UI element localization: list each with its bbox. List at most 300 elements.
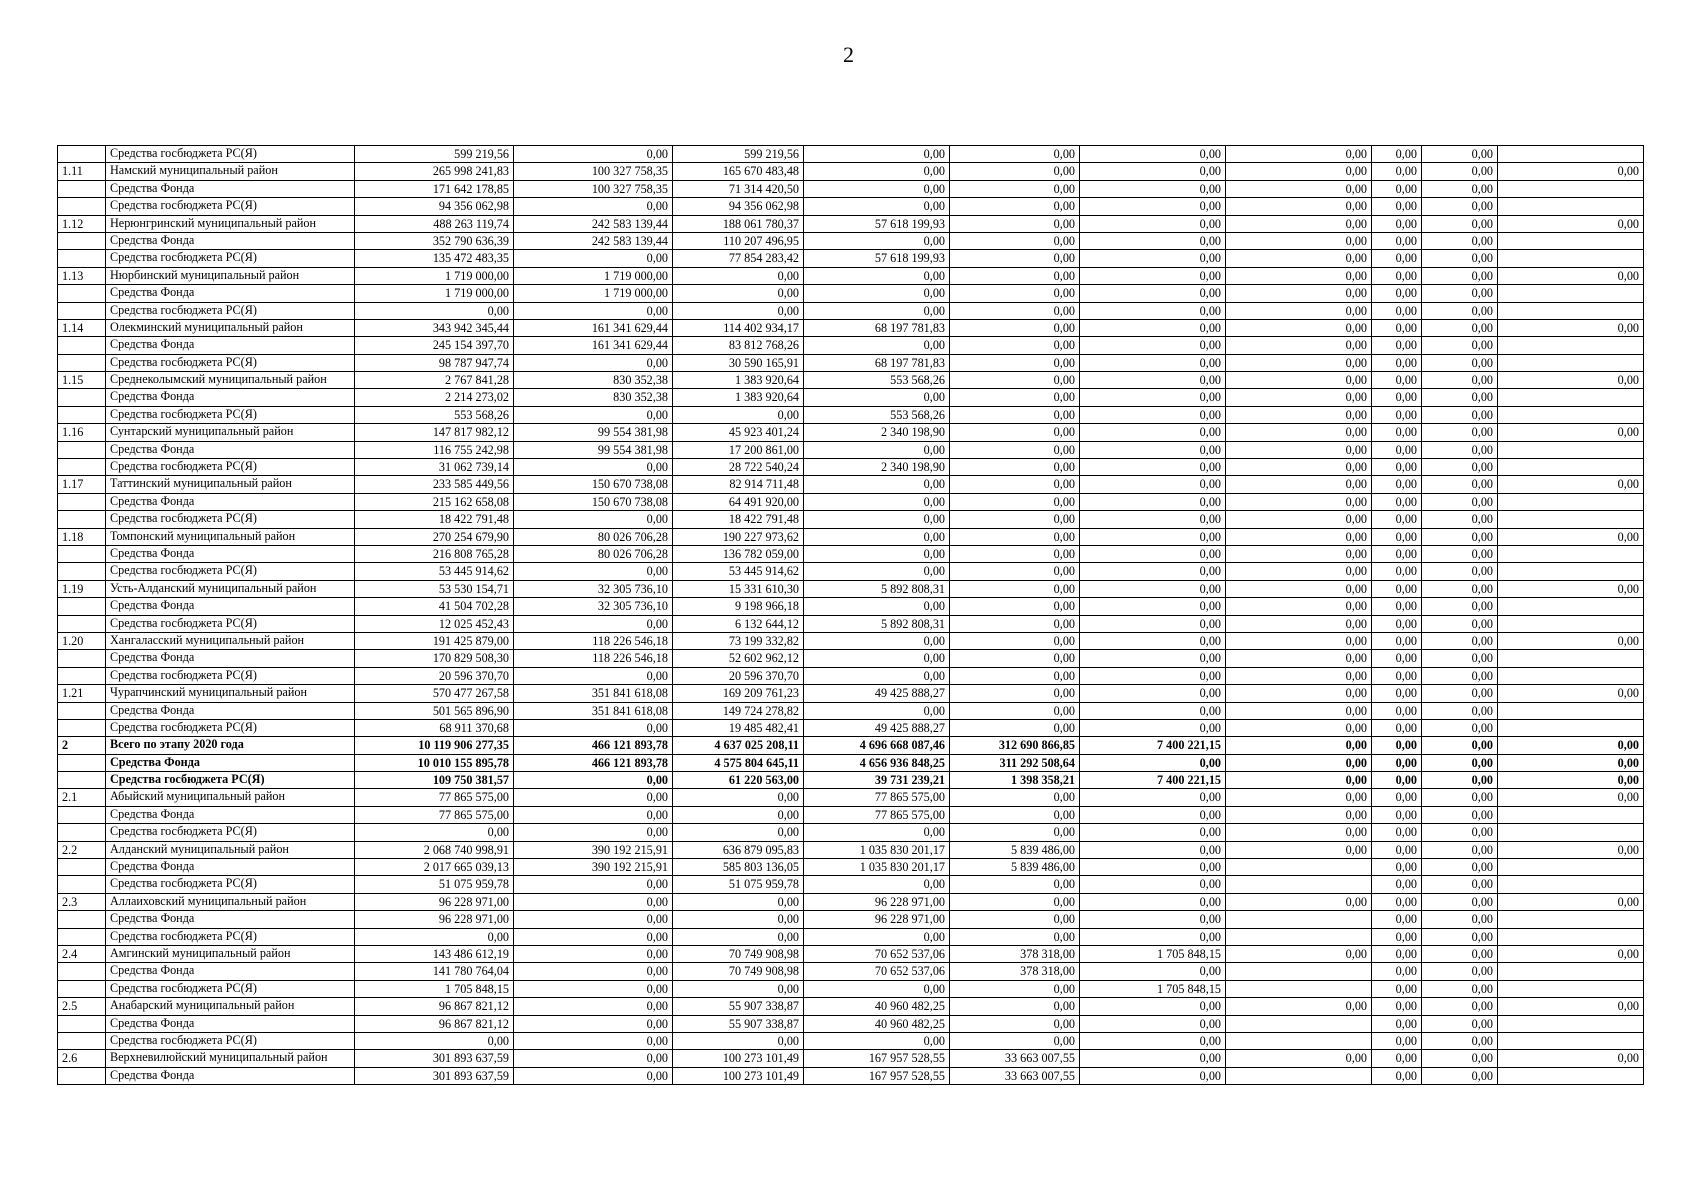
value-cell: 0,00 [1422,911,1498,928]
value-cell: 0,00 [1422,789,1498,806]
value-cell: 5 892 808,31 [804,615,950,632]
value-cell: 215 162 658,08 [355,493,514,510]
value-cell: 1 383 920,64 [673,389,804,406]
value-cell: 80 026 706,28 [514,545,673,562]
row-number-cell [58,824,106,841]
value-cell: 0,00 [1372,789,1422,806]
value-cell: 0,00 [1080,893,1226,910]
value-cell: 0,00 [1372,893,1422,910]
row-number-cell: 1.21 [58,685,106,702]
value-cell: 0,00 [1422,424,1498,441]
table-row [58,545,1644,562]
table-row [58,493,1644,510]
row-number-cell: 1.11 [58,163,106,180]
row-number-cell: 1.20 [58,632,106,649]
value-cell: 94 356 062,98 [673,198,804,215]
value-cell: 0,00 [950,789,1080,806]
value-cell: 0,00 [950,198,1080,215]
value-cell: 0,00 [804,198,950,215]
value-cell: 51 075 959,78 [355,876,514,893]
value-cell: 0,00 [950,511,1080,528]
row-number-cell [58,667,106,684]
value-cell: 5 839 486,00 [950,841,1080,858]
value-cell [1498,180,1644,197]
row-number-cell [58,511,106,528]
value-cell: 0,00 [1422,1015,1498,1032]
value-cell: 0,00 [514,198,673,215]
value-cell: 0,00 [1372,146,1422,163]
value-cell: 0,00 [1422,702,1498,719]
value-cell: 378 318,00 [950,963,1080,980]
value-cell: 70 652 537,06 [804,945,950,962]
value-cell: 0,00 [1498,754,1644,771]
value-cell: 32 305 736,10 [514,598,673,615]
row-number-cell [58,772,106,789]
value-cell: 351 841 618,08 [514,702,673,719]
value-cell: 0,00 [1422,163,1498,180]
value-cell: 19 485 482,41 [673,719,804,736]
value-cell: 0,00 [1372,719,1422,736]
value-cell: 1 705 848,15 [355,980,514,997]
value-cell: 68 911 370,68 [355,719,514,736]
value-cell: 0,00 [1080,650,1226,667]
value-cell: 0,00 [1372,302,1422,319]
value-cell: 77 865 575,00 [804,789,950,806]
value-cell: 0,00 [1422,859,1498,876]
budget-table [57,145,1644,1085]
table-row [58,1067,1644,1084]
value-cell: 0,00 [950,928,1080,945]
value-cell: 0,00 [950,180,1080,197]
value-cell: 0,00 [1226,406,1372,423]
value-cell: 70 749 908,98 [673,945,804,962]
value-cell: 98 787 947,74 [355,354,514,371]
value-cell: 0,00 [1498,267,1644,284]
value-cell: 0,00 [1080,859,1226,876]
value-cell: 0,00 [1226,893,1372,910]
value-cell: 0,00 [514,876,673,893]
row-number-cell: 2.4 [58,945,106,962]
value-cell: 0,00 [950,459,1080,476]
value-cell [1498,963,1644,980]
value-cell: 0,00 [1226,459,1372,476]
value-cell: 10 119 906 277,35 [355,737,514,754]
table-row [58,963,1644,980]
value-cell: 0,00 [1372,232,1422,249]
value-cell: 0,00 [1226,772,1372,789]
value-cell: 0,00 [950,980,1080,997]
row-name-cell: Средства Фонда [106,911,355,928]
row-number-cell: 2 [58,737,106,754]
value-cell: 0,00 [1080,215,1226,232]
table-row [58,1015,1644,1032]
value-cell: 0,00 [1226,511,1372,528]
row-number-cell: 1.12 [58,215,106,232]
value-cell: 0,00 [1226,615,1372,632]
value-cell [1226,963,1372,980]
value-cell: 0,00 [1372,250,1422,267]
value-cell: 0,00 [804,232,950,249]
value-cell: 136 782 059,00 [673,545,804,562]
row-name-cell: Сунтарский муниципальный район [106,424,355,441]
table-row [58,945,1644,962]
value-cell: 0,00 [1372,754,1422,771]
value-cell: 9 198 966,18 [673,598,804,615]
value-cell: 0,00 [1422,598,1498,615]
row-name-cell: Намский муниципальный район [106,163,355,180]
value-cell: 0,00 [950,476,1080,493]
value-cell: 0,00 [1226,354,1372,371]
value-cell: 0,00 [804,389,950,406]
value-cell: 0,00 [1372,215,1422,232]
row-number-cell: 1.14 [58,319,106,336]
value-cell: 0,00 [804,1032,950,1049]
row-name-cell: Чурапчинский муниципальный район [106,685,355,702]
value-cell: 4 656 936 848,25 [804,754,950,771]
value-cell: 0,00 [514,945,673,962]
value-cell: 0,00 [1372,563,1422,580]
table-row [58,441,1644,458]
row-number-cell [58,285,106,302]
value-cell [1226,911,1372,928]
value-cell: 100 327 758,35 [514,180,673,197]
value-cell: 68 197 781,83 [804,354,950,371]
value-cell: 0,00 [1226,146,1372,163]
value-cell: 0,00 [1080,598,1226,615]
value-cell: 0,00 [1372,493,1422,510]
value-cell: 80 026 706,28 [514,528,673,545]
table-row [58,580,1644,597]
value-cell: 18 422 791,48 [673,511,804,528]
table-row [58,876,1644,893]
row-number-cell [58,406,106,423]
table-row [58,911,1644,928]
value-cell: 0,00 [1498,215,1644,232]
value-cell: 0,00 [804,598,950,615]
value-cell: 0,00 [804,180,950,197]
value-cell: 0,00 [514,772,673,789]
table-row [58,424,1644,441]
value-cell: 0,00 [1080,232,1226,249]
value-cell: 0,00 [1422,632,1498,649]
value-cell: 0,00 [514,1015,673,1032]
value-cell: 0,00 [804,267,950,284]
value-cell: 0,00 [1372,1015,1422,1032]
value-cell: 0,00 [1080,302,1226,319]
value-cell: 53 445 914,62 [355,563,514,580]
value-cell: 0,00 [1226,685,1372,702]
value-cell: 0,00 [950,285,1080,302]
value-cell: 0,00 [950,650,1080,667]
value-cell: 0,00 [1372,945,1422,962]
row-name-cell: Анабарский муниципальный район [106,998,355,1015]
value-cell: 0,00 [1226,267,1372,284]
value-cell: 53 445 914,62 [673,563,804,580]
value-cell: 378 318,00 [950,945,1080,962]
table-row [58,667,1644,684]
row-name-cell: Нерюнгринский муниципальный район [106,215,355,232]
row-name-cell: Олекминский муниципальный район [106,319,355,336]
value-cell: 190 227 973,62 [673,528,804,545]
value-cell: 0,00 [514,667,673,684]
value-cell: 0,00 [1498,580,1644,597]
value-cell: 0,00 [1498,1050,1644,1067]
value-cell: 0,00 [1226,998,1372,1015]
row-name-cell: Хангаласский муниципальный район [106,632,355,649]
table-body [58,146,1644,1085]
value-cell: 141 780 764,04 [355,963,514,980]
value-cell: 5 839 486,00 [950,859,1080,876]
value-cell: 5 892 808,31 [804,580,950,597]
value-cell: 1 719 000,00 [355,267,514,284]
value-cell [1226,1032,1372,1049]
value-cell: 0,00 [1226,337,1372,354]
table-row [58,232,1644,249]
row-name-cell: Средства госбюджета РС(Я) [106,302,355,319]
value-cell: 0,00 [804,876,950,893]
value-cell: 0,00 [1422,876,1498,893]
value-cell: 0,00 [1372,911,1422,928]
value-cell: 0,00 [1422,354,1498,371]
value-cell: 0,00 [1422,1032,1498,1049]
value-cell: 0,00 [514,1050,673,1067]
value-cell: 20 596 370,70 [673,667,804,684]
value-cell: 0,00 [1422,737,1498,754]
value-cell: 0,00 [1422,493,1498,510]
value-cell [1498,1032,1644,1049]
value-cell [1498,702,1644,719]
value-cell: 0,00 [1226,250,1372,267]
row-number-cell [58,563,106,580]
row-name-cell: Верхневилюйский муниципальный район [106,1050,355,1067]
row-number-cell [58,598,106,615]
value-cell: 0,00 [1422,232,1498,249]
value-cell: 0,00 [1080,1050,1226,1067]
value-cell: 147 817 982,12 [355,424,514,441]
value-cell: 0,00 [1422,459,1498,476]
value-cell: 0,00 [950,685,1080,702]
value-cell: 0,00 [514,1032,673,1049]
value-cell: 0,00 [804,650,950,667]
value-cell: 83 812 768,26 [673,337,804,354]
value-cell: 0,00 [1226,945,1372,962]
value-cell: 0,00 [1422,772,1498,789]
row-number-cell: 1.18 [58,528,106,545]
row-name-cell: Алданский муниципальный район [106,841,355,858]
value-cell: 0,00 [673,893,804,910]
page-number: 2 [843,42,854,67]
value-cell: 0,00 [1080,1015,1226,1032]
value-cell: 0,00 [1080,824,1226,841]
value-cell: 488 263 119,74 [355,215,514,232]
value-cell [1498,719,1644,736]
table-row [58,476,1644,493]
value-cell: 0,00 [1080,319,1226,336]
value-cell: 0,00 [1498,424,1644,441]
row-number-cell [58,1032,106,1049]
row-number-cell [58,650,106,667]
value-cell: 0,00 [1422,719,1498,736]
value-cell: 0,00 [950,163,1080,180]
value-cell: 352 790 636,39 [355,232,514,249]
value-cell: 0,00 [1080,998,1226,1015]
value-cell [1498,337,1644,354]
value-cell: 0,00 [1498,772,1644,789]
value-cell: 0,00 [1372,650,1422,667]
value-cell: 0,00 [1080,424,1226,441]
value-cell [1498,459,1644,476]
value-cell: 0,00 [1226,198,1372,215]
value-cell: 553 568,26 [804,372,950,389]
value-cell: 0,00 [514,928,673,945]
value-cell: 0,00 [1226,302,1372,319]
value-cell: 0,00 [1498,319,1644,336]
value-cell: 0,00 [950,406,1080,423]
row-number-cell [58,337,106,354]
table-row [58,250,1644,267]
value-cell: 0,00 [1226,789,1372,806]
table-row [58,841,1644,858]
value-cell: 245 154 397,70 [355,337,514,354]
value-cell [1498,441,1644,458]
value-cell: 0,00 [1226,737,1372,754]
value-cell: 0,00 [1372,772,1422,789]
value-cell: 165 670 483,48 [673,163,804,180]
value-cell: 0,00 [673,980,804,997]
value-cell: 0,00 [514,719,673,736]
value-cell: 0,00 [1498,737,1644,754]
value-cell: 2 340 198,90 [804,459,950,476]
value-cell: 0,00 [1498,945,1644,962]
row-number-cell: 1.13 [58,267,106,284]
value-cell: 2 214 273,02 [355,389,514,406]
value-cell: 0,00 [804,667,950,684]
value-cell: 0,00 [1080,928,1226,945]
value-cell [1498,389,1644,406]
value-cell: 0,00 [1080,267,1226,284]
value-cell: 0,00 [1080,441,1226,458]
value-cell: 0,00 [1422,685,1498,702]
value-cell: 0,00 [1226,719,1372,736]
value-cell: 55 907 338,87 [673,998,804,1015]
row-number-cell [58,719,106,736]
value-cell: 0,00 [1372,685,1422,702]
value-cell: 96 228 971,00 [355,893,514,910]
row-name-cell: Средства Фонда [106,598,355,615]
row-number-cell [58,754,106,771]
value-cell: 0,00 [1372,963,1422,980]
value-cell: 0,00 [1226,650,1372,667]
value-cell: 0,00 [1080,806,1226,823]
table-row [58,511,1644,528]
value-cell: 0,00 [1422,319,1498,336]
value-cell: 0,00 [950,424,1080,441]
value-cell: 0,00 [514,806,673,823]
value-cell: 0,00 [673,789,804,806]
value-cell: 0,00 [1080,250,1226,267]
row-number-cell [58,180,106,197]
value-cell: 0,00 [950,598,1080,615]
value-cell: 0,00 [950,389,1080,406]
value-cell: 1 719 000,00 [514,285,673,302]
value-cell: 0,00 [1372,876,1422,893]
value-cell: 0,00 [1226,563,1372,580]
value-cell: 0,00 [1422,285,1498,302]
value-cell: 0,00 [804,302,950,319]
value-cell: 77 865 575,00 [804,806,950,823]
value-cell: 0,00 [1080,528,1226,545]
table-row [58,789,1644,806]
value-cell: 0,00 [1226,215,1372,232]
value-cell: 0,00 [1080,163,1226,180]
row-name-cell: Средства Фонда [106,232,355,249]
row-name-cell: Всего по этапу 2020 года [106,737,355,754]
value-cell: 1 705 848,15 [1080,945,1226,962]
value-cell: 4 637 025 208,11 [673,737,804,754]
table-row [58,198,1644,215]
value-cell: 0,00 [1080,198,1226,215]
row-name-cell: Средства госбюджета РС(Я) [106,667,355,684]
value-cell: 0,00 [804,476,950,493]
value-cell: 33 663 007,55 [950,1050,1080,1067]
value-cell: 0,00 [355,1032,514,1049]
table-row [58,980,1644,997]
value-cell: 0,00 [1422,1067,1498,1084]
value-cell: 0,00 [1226,285,1372,302]
value-cell: 0,00 [1372,163,1422,180]
table-row [58,632,1644,649]
row-number-cell [58,232,106,249]
value-cell: 0,00 [950,719,1080,736]
value-cell: 96 867 821,12 [355,1015,514,1032]
value-cell: 0,00 [950,493,1080,510]
value-cell [1498,928,1644,945]
value-cell: 0,00 [1422,215,1498,232]
value-cell: 77 854 283,42 [673,250,804,267]
value-cell: 0,00 [950,215,1080,232]
value-cell: 161 341 629,44 [514,319,673,336]
value-cell: 0,00 [514,615,673,632]
value-cell: 265 998 241,83 [355,163,514,180]
table-row [58,598,1644,615]
value-cell: 0,00 [950,632,1080,649]
value-cell: 0,00 [1372,511,1422,528]
value-cell [1226,928,1372,945]
row-number-cell: 1.17 [58,476,106,493]
row-name-cell: Средства Фонда [106,702,355,719]
table-row [58,685,1644,702]
value-cell: 55 907 338,87 [673,1015,804,1032]
value-cell: 0,00 [1372,928,1422,945]
value-cell: 0,00 [1422,337,1498,354]
row-name-cell: Средства госбюджета РС(Я) [106,1032,355,1049]
table-row [58,163,1644,180]
value-cell: 0,00 [1422,250,1498,267]
row-number-cell: 2.1 [58,789,106,806]
value-cell: 135 472 483,35 [355,250,514,267]
value-cell: 0,00 [355,302,514,319]
value-cell: 0,00 [1080,459,1226,476]
value-cell [1226,980,1372,997]
value-cell: 216 808 765,28 [355,545,514,562]
value-cell: 6 132 644,12 [673,615,804,632]
value-cell: 0,00 [514,406,673,423]
value-cell: 150 670 738,08 [514,476,673,493]
value-cell: 18 422 791,48 [355,511,514,528]
value-cell: 0,00 [1080,372,1226,389]
value-cell: 0,00 [1080,337,1226,354]
value-cell: 311 292 508,64 [950,754,1080,771]
